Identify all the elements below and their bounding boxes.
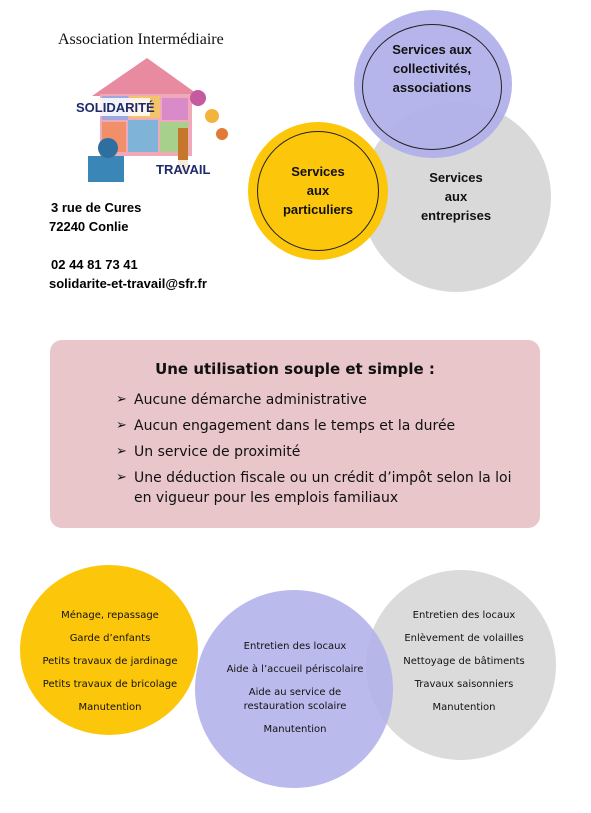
list-item: Petits travaux de bricolage bbox=[42, 679, 178, 690]
list-item: Petits travaux de jardinage bbox=[42, 656, 178, 667]
list-item: Ménage, repassage bbox=[61, 610, 159, 621]
label-entreprises: Services aux entreprises bbox=[420, 170, 492, 223]
logo-text-top: SOLIDARITÉ bbox=[76, 100, 155, 115]
list-entreprises bbox=[386, 609, 542, 724]
list-item: ➢ Aucun engagement dans le temps et la durée bbox=[116, 418, 456, 434]
list-item: Manutention bbox=[78, 702, 142, 713]
list-item: Garde d’enfants bbox=[69, 633, 151, 644]
list-item: ➢ Un service de proximité bbox=[116, 444, 301, 460]
label-collectivites: Services aux collectivités, associations bbox=[392, 42, 472, 95]
solidarite-travail-logo bbox=[72, 56, 232, 188]
list-item: Travaux saisonniers bbox=[414, 679, 514, 690]
arrow-bullet-icon: ➢ bbox=[116, 444, 127, 459]
logo-text-bottom: TRAVAIL bbox=[156, 162, 211, 177]
list-item: Aide au service de restauration scolaire bbox=[243, 687, 347, 712]
list-item: Nettoyage de bâtiments bbox=[403, 656, 525, 667]
info-box-list bbox=[116, 390, 526, 514]
list-item: Manutention bbox=[263, 724, 327, 735]
list-item: Entretien des locaux bbox=[412, 610, 516, 621]
label-particuliers: Services aux particuliers bbox=[282, 164, 354, 217]
arrow-bullet-icon: ➢ bbox=[116, 418, 127, 433]
info-box-title: Une utilisation souple et simple : bbox=[155, 360, 435, 378]
organization-name: Association Intermédiaire bbox=[58, 31, 224, 48]
address-street: 3 rue de Cures bbox=[51, 200, 142, 215]
phone-number: 02 44 81 73 41 bbox=[51, 257, 138, 272]
list-item: ➢ Aucune démarche administrative bbox=[116, 392, 367, 408]
list-particuliers bbox=[30, 609, 190, 724]
info-box bbox=[50, 340, 540, 528]
list-collectivites bbox=[217, 640, 373, 746]
list-item: Manutention bbox=[432, 702, 496, 713]
arrow-bullet-icon: ➢ bbox=[116, 470, 127, 485]
list-item: Entretien des locaux bbox=[243, 641, 347, 652]
list-item: ➢ Une déduction fiscale ou un crédit d’impôt selon la loi en vigueur pour les emplois familiaux bbox=[116, 470, 512, 506]
address-city: 72240 Conlie bbox=[49, 219, 129, 234]
list-item: Aide à l’accueil périscolaire bbox=[226, 664, 364, 675]
list-item: Enlèvement de volailles bbox=[404, 633, 524, 644]
arrow-bullet-icon: ➢ bbox=[116, 392, 127, 407]
email-address: solidarite-et-travail@sfr.fr bbox=[49, 276, 207, 291]
